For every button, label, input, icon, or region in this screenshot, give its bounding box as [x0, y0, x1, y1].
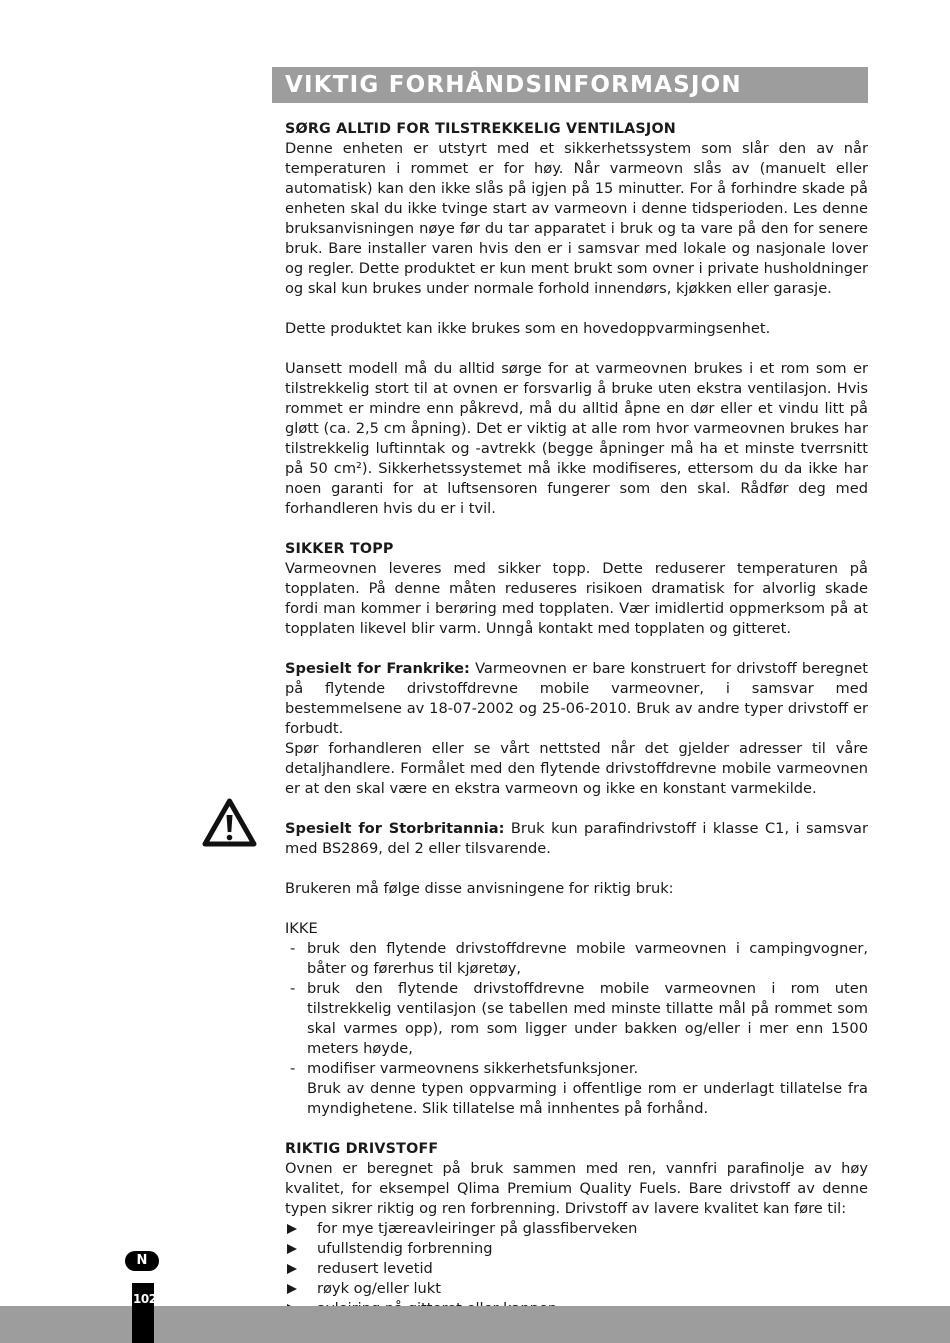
bullet-arrow-icon [287, 1264, 297, 1274]
bullet-arrow-icon [287, 1244, 297, 1254]
bullet-arrow-icon [287, 1284, 297, 1294]
ikke-label: IKKE [285, 920, 318, 937]
list-item-text: røyk og/eller lukt [317, 1280, 441, 1297]
dash-list [285, 939, 868, 1079]
arrow-list [285, 1219, 868, 1319]
list-item-text: ufullstendig forbrenning [317, 1240, 493, 1257]
france-text: Varmeovnen er bare konstruert for drivstoff beregnet på flytende drivstoffdrevne mobile varmeovner, i samsvar med bestemmelsene av 18-07-2002 og 25-06-2010. Bruk av andre typer drivstoff er forbudt. [285, 660, 869, 737]
uk-text: Bruk kun parafindrivstoff i klasse C1, i samsvar med BS2869, del 2 eller tilsvarende. [285, 820, 868, 857]
list-item: - bruk den flytende drivstoffdrevne mobile varmeovnen i rom uten tilstrekkelig ventilasjon (se tabellen med minste tillatte mål på rommet som skal varmes opp), rom som ligger under bakken og/eller i mer enn 1500 meters høyde, [285, 979, 868, 1059]
paragraph: Bruk av denne typen oppvarming i offentlige rom er underlagt tillatelse fra myndighetene. Slik tillatelse må innhentes på forhånd. [307, 1080, 868, 1117]
paragraph-uk [285, 819, 868, 859]
title-bar [272, 67, 868, 103]
list-item [285, 1219, 868, 1239]
bullet-arrow-icon [287, 1224, 297, 1234]
list-item-text: redusert levetid [317, 1260, 433, 1277]
list-item [285, 1279, 868, 1299]
list-item [285, 1239, 868, 1259]
paragraph-france [285, 659, 868, 739]
page-title: VIKTIG FORHÅNDSINFORMASJON [285, 72, 742, 98]
paragraph: Denne enheten er utstyrt med et sikkerhetssystem som slår den av når temperaturen i rommet er for høy. Når varmeovn slås av (manuelt eller automatisk) kan den ikke slås på igjen på 15 minutter. For å forhindre skade på enheten skal du ikke tvinge start av varmeovn i denne tidsperioden. Les denne bruksanvisningen nøye før du tar apparatet i bruk og ta vare på den for senere bruk. Bare installer varen hvis den er i samsvar med lokale og nasjonale lover og regler. Dette produktet er kun ment brukt som ovner i private husholdninger og skal kun brukes under normale forhold innendørs, kjøkken eller garasje. [285, 140, 868, 297]
page-number-tab [132, 1283, 157, 1343]
paragraph: Varmeovnen leveres med sikker topp. Dette reduserer temperaturen på topplaten. På denne måten reduseres risikoen dramatisk for alvorlig skade fordi man kommer i berøring med topplaten. Vær imidlertid oppmerksom på at topplaten likevel blir varm. Unngå kontakt med topplaten og gitteret. [285, 560, 868, 637]
list-item: - bruk den flytende drivstoffdrevne mobile varmeovnen i campingvogner, båter og førerhus til kjøretøy, [285, 939, 868, 979]
language-badge: N [125, 1251, 159, 1271]
list-item [285, 1259, 868, 1279]
warning-icon [202, 798, 257, 848]
section-heading-ventilation: SØRG ALLTID FOR TILSTREKKELIG VENTILASJON [285, 121, 676, 137]
list-item-text: for mye tjæreavleiringer på glassfiberveken [317, 1220, 638, 1237]
document-body [285, 119, 868, 1319]
france-label: Spesielt for Frankrike: [285, 660, 470, 677]
paragraph: Dette produktet kan ikke brukes som en hovedoppvarmingsenhet. [285, 320, 771, 337]
list-item: - modifiser varmeovnens sikkerhetsfunksjoner. [285, 1059, 868, 1079]
uk-label: Spesielt for Storbritannia: [285, 820, 505, 837]
section-heading-fuel: RIKTIG DRIVSTOFF [285, 1141, 439, 1157]
paragraph: Uansett modell må du alltid sørge for at varmeovnen brukes i et rom som er tilstrekkelig stort til at ovnen er forsvarlig å bruke uten ekstra ventilasjon. Hvis rommet er mindre enn påkrevd, må du alltid åpne en dør eller et vindu litt på gløtt (ca. 2,5 cm åpning). Det er viktig at alle rom hvor varmeovnen brukes har tilstrekkelig luftinntak og -avtrekk (begge åpninger må ha et minste tverrsnitt på 50 cm²). Sikkerhetssystemet må ikke modifiseres, ettersom du da ikke har noen garanti for at luftsensoren fungerer som den skal. Rådfør deg med forhandleren hvis du er i tvil. [285, 360, 868, 517]
paragraph: Ovnen er beregnet på bruk sammen med ren, vannfri parafinolje av høy kvalitet, for eksempel Qlima Premium Quality Fuels. Bare drivstoff av denne typen sikrer riktig og ren forbrenning. Drivstoff av lavere kvalitet kan føre til: [285, 1160, 868, 1217]
paragraph: Spør forhandleren eller se vårt nettsted når det gjelder adresser til våre detaljhandlere. Formålet med den flytende drivstoffdrevne mobile varmeovnen er at den skal være en ekstra varmeovn og ikke en konstant varmekilde. [285, 740, 868, 797]
paragraph: Brukeren må følge disse anvisningene for riktig bruk: [285, 880, 674, 897]
page-number: 102 [133, 1292, 157, 1306]
section-heading-safe-top: SIKKER TOPP [285, 541, 394, 557]
